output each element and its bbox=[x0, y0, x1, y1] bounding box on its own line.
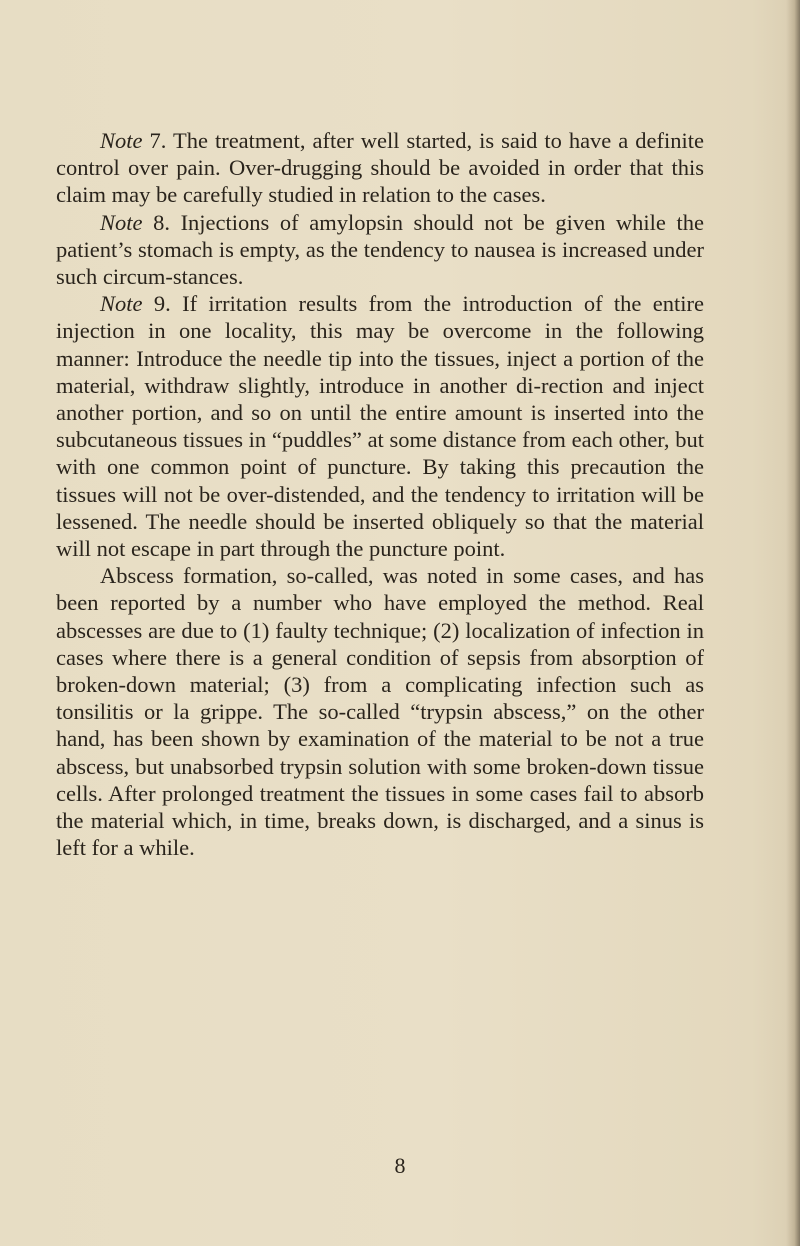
paragraph-text: 8. Injections of amylopsin should not be given while the patient’s stomach is empty, as the tendency to nausea is increased under such circum-stances. bbox=[56, 209, 704, 290]
note-label: Note bbox=[100, 209, 143, 235]
body-text bbox=[56, 127, 704, 861]
abscess-paragraph bbox=[56, 562, 704, 861]
note-9-paragraph bbox=[56, 290, 704, 562]
paragraph-text: Abscess formation, so-called, was noted in some cases, and has been reported by a number who have employed the method. Real abscesses are due to (1) faulty technique; (2) localization of infection in cases where there is a general condition of sepsis from absorption of broken-down material; (3) from a complicating infection such as tonsilitis or la grippe. The so-called “trypsin abscess,” on the other hand, has been shown by examination of the material to be not a true abscess, but unabsorbed trypsin solution with some broken-down tissue cells. After prolonged treatment the tissues in some cases fail to absorb the material which, in time, breaks down, is discharged, and a sinus is left for a while. bbox=[56, 563, 704, 861]
note-label: Note bbox=[100, 291, 143, 317]
paragraph-text: 9. If irritation results from the introduction of the entire injection in one locality, this may be overcome in the following manner: Introduce the needle tip into the tissues, inject a portion of the material, withdraw slightly, introduce in another di-rection and inject another portion, and so on until the entire amount is inserted into the subcutaneous tissues in “puddles” at some distance from each other, but with one common point of puncture. By taking this precaution the tissues will not be over-distended, and the tendency to irritation will be lessened. The needle should be inserted obliquely so that the material will not escape in part through the puncture point. bbox=[56, 291, 704, 562]
note-label: Note bbox=[100, 128, 143, 153]
page-edge-shadow bbox=[786, 0, 800, 1246]
paragraph-text: 7. The treatment, after well started, is said to have a definite control over pain. Over-drugging should be avoided in order that this claim may be carefully studied in relation to the cases. bbox=[56, 128, 704, 208]
note-8-paragraph bbox=[56, 209, 704, 291]
note-7-paragraph bbox=[56, 127, 704, 209]
page-number: 8 bbox=[394, 1153, 406, 1178]
